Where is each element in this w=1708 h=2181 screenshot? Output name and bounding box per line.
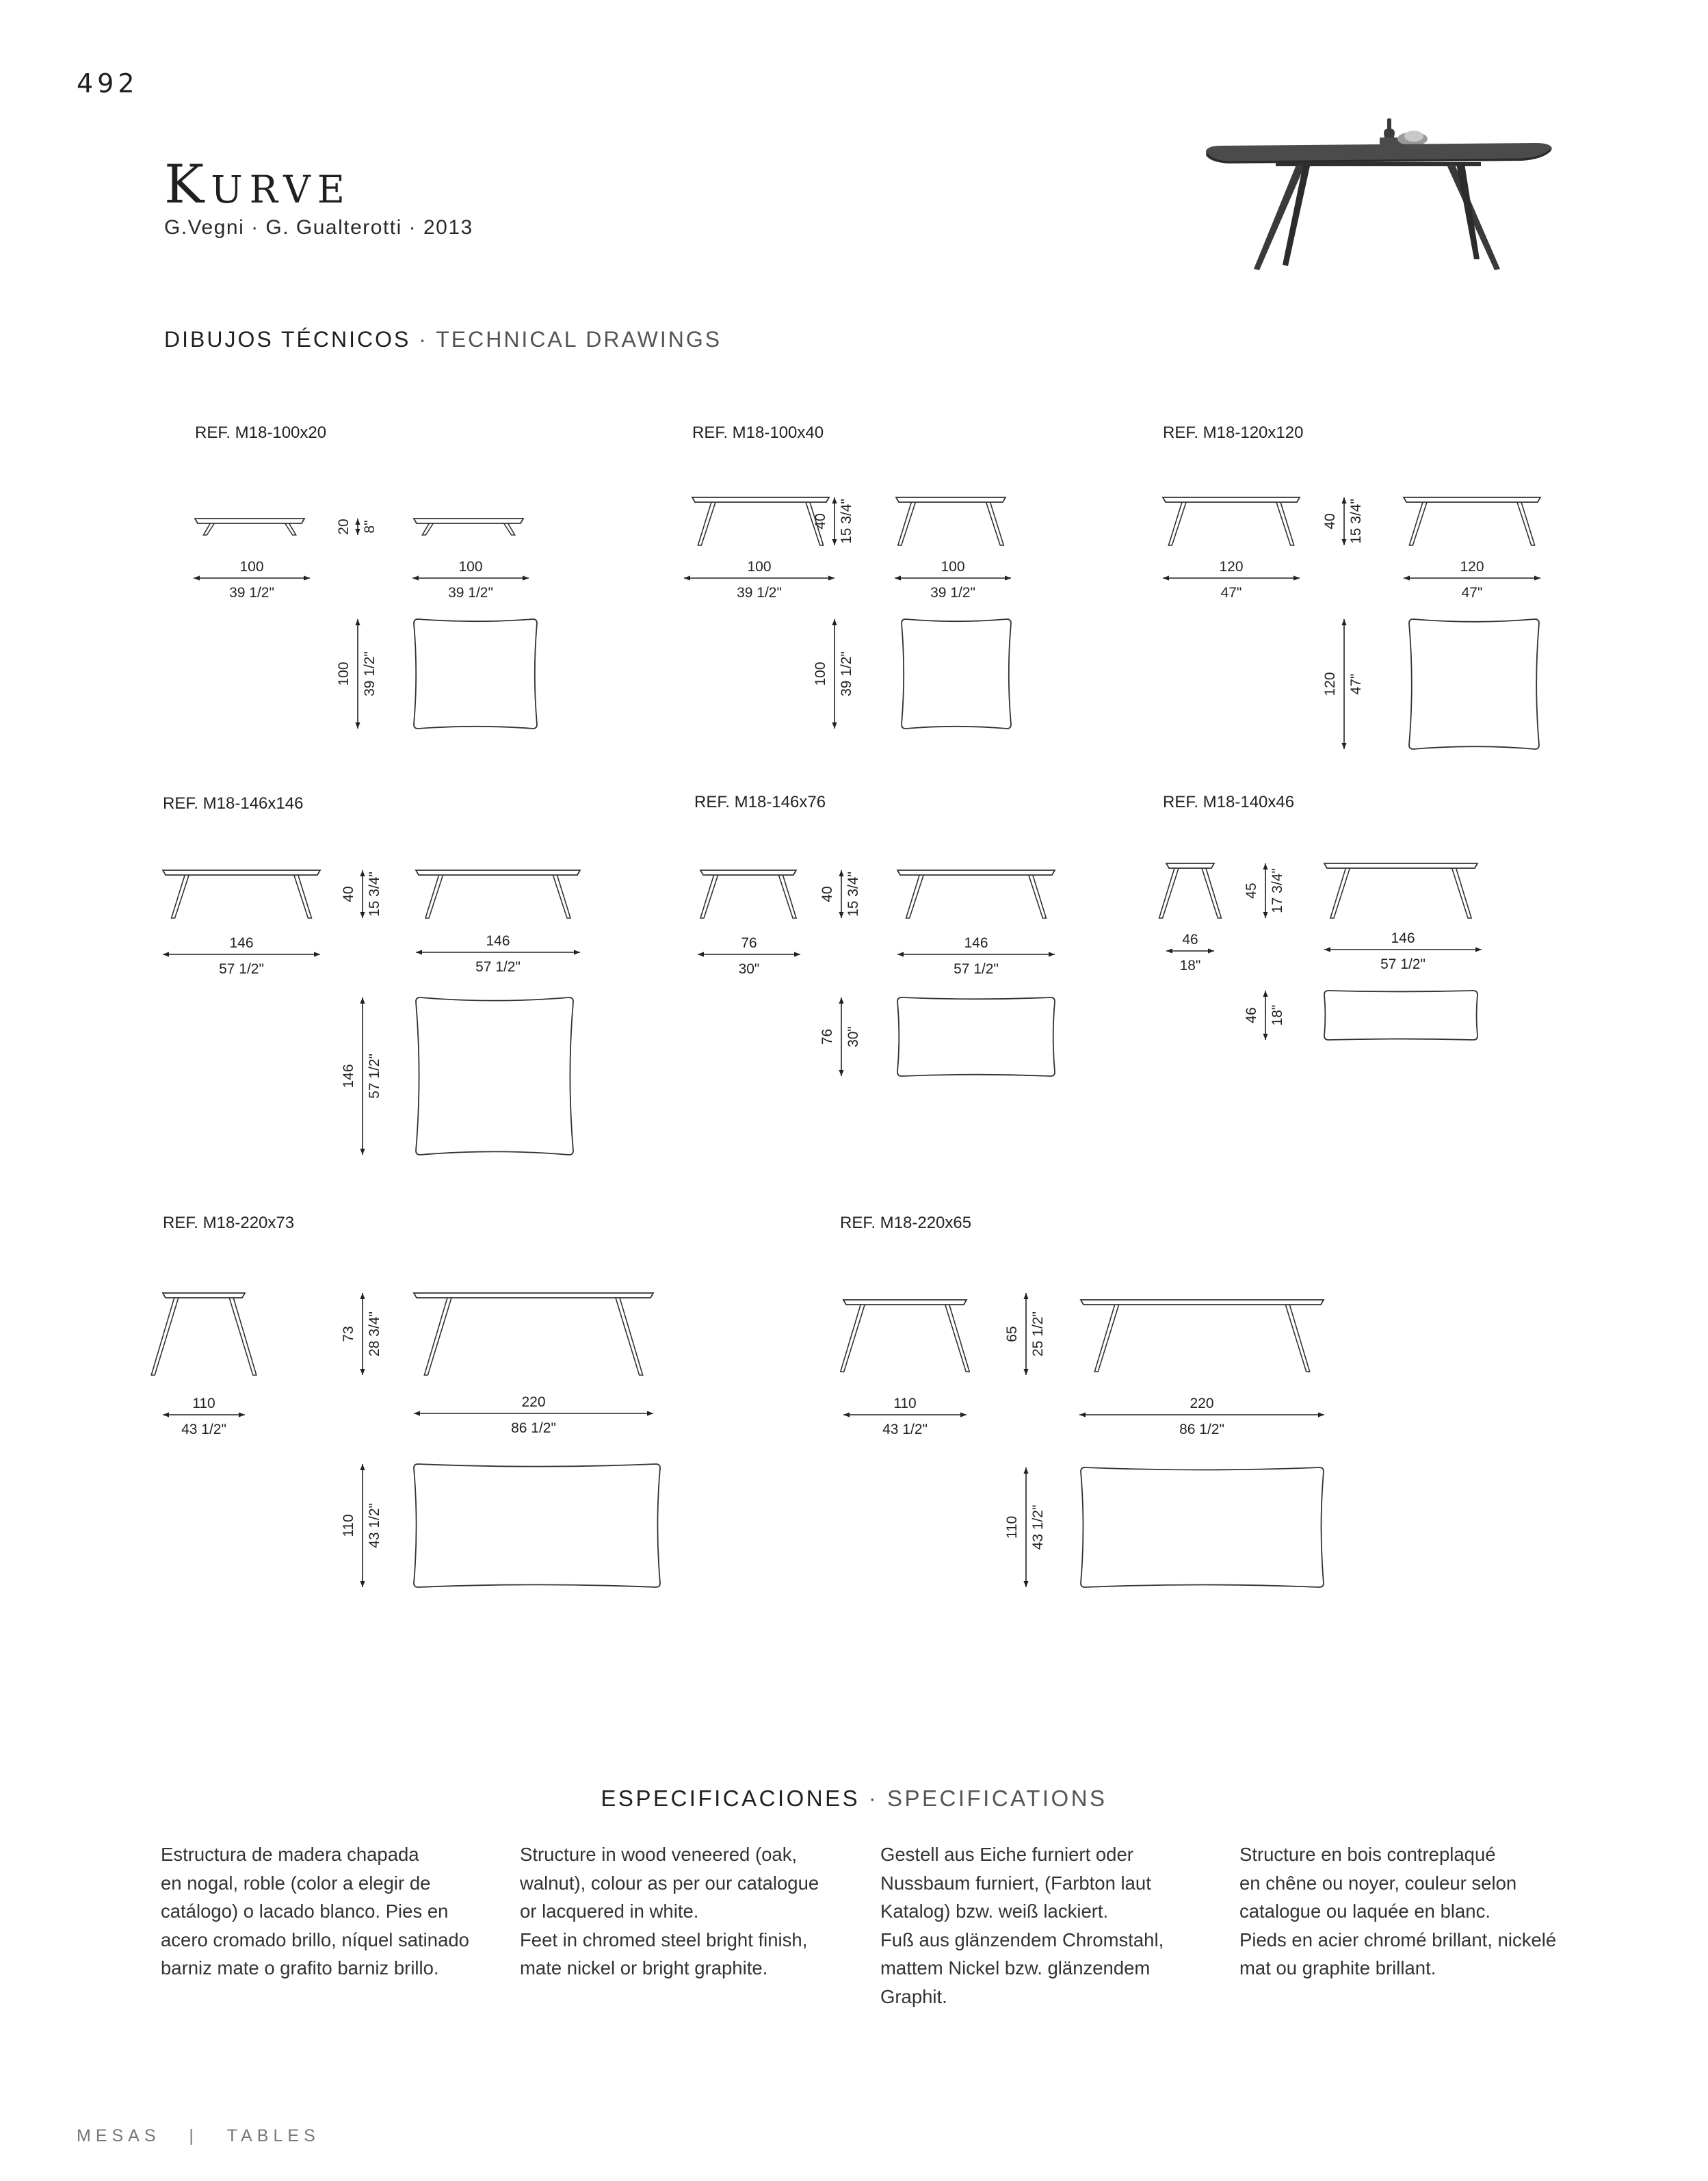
- table-leg-left: [1168, 502, 1186, 545]
- spec-column-french: [1239, 1840, 1568, 1983]
- front-width-in: 39 1/2": [930, 585, 975, 601]
- side-width-cm: 100: [747, 559, 772, 575]
- plan-view: [414, 619, 537, 729]
- depth-cm: 120: [1322, 672, 1338, 696]
- side-width-cm: 76: [741, 935, 757, 951]
- specifications-heading: [0, 1786, 1708, 1812]
- front-width-cm: 100: [941, 559, 965, 575]
- front-elevation: [1081, 1300, 1324, 1372]
- table-leg-right: [1285, 1305, 1309, 1372]
- table-leg-right: [616, 1298, 643, 1375]
- front-width-in: 86 1/2": [1179, 1422, 1224, 1437]
- table-leg-left: [424, 1298, 451, 1375]
- depth-in: 43 1/2": [1030, 1504, 1046, 1550]
- height-in: 28 3/4": [367, 1311, 382, 1357]
- specs-heading-separator: ·: [860, 1786, 887, 1811]
- plan-view: [902, 619, 1011, 729]
- table-leg-left: [700, 875, 718, 918]
- side-width-cm: 100: [239, 559, 264, 575]
- table-leg-left: [203, 523, 214, 535]
- table-top-outline: [896, 497, 1006, 502]
- front-width-cm: 220: [1190, 1396, 1214, 1411]
- spec-line: barniz mate o grafito barniz brillo.: [161, 1957, 439, 1978]
- table-leg-right: [1452, 868, 1471, 918]
- plan-view: [897, 997, 1055, 1076]
- table-leg-left: [151, 1298, 179, 1375]
- table-leg-right: [1029, 875, 1047, 918]
- front-elevation: [896, 497, 1006, 545]
- front-width-in: 39 1/2": [448, 585, 493, 601]
- spec-line: mate nickel or bright graphite.: [520, 1957, 768, 1978]
- front-width-cm: 146: [486, 933, 510, 949]
- drawing-ref-label: REF. M18-220x65: [840, 1214, 972, 1232]
- spec-line: Nussbaum furniert, (Farbton laut: [880, 1872, 1151, 1894]
- side-width-in: 18": [1179, 958, 1201, 974]
- table-leg-left: [698, 502, 715, 545]
- front-width-in: 57 1/2": [954, 961, 999, 977]
- table-leg-right: [504, 523, 515, 535]
- height-cm: 65: [1004, 1326, 1020, 1342]
- table-top-outline: [163, 870, 320, 875]
- height-cm: 40: [819, 886, 835, 902]
- depth-cm: 100: [336, 662, 352, 686]
- page-number: 492: [77, 68, 139, 99]
- table-leg-left: [906, 875, 924, 918]
- table-leg-left: [172, 875, 189, 918]
- heading-english: TECHNICAL DRAWINGS: [436, 327, 722, 352]
- table-leg-right: [778, 875, 796, 918]
- front-elevation: [1324, 863, 1477, 918]
- table-top-outline: [163, 1293, 245, 1298]
- height-in: 25 1/2": [1030, 1311, 1046, 1357]
- depth-in: 39 1/2": [362, 651, 378, 696]
- height-in: 8": [362, 520, 378, 534]
- front-width-in: 86 1/2": [511, 1420, 556, 1436]
- table-top-outline: [700, 870, 796, 875]
- side-width-in: 57 1/2": [219, 961, 264, 977]
- table-top-outline: [1404, 497, 1540, 502]
- table-leg-left: [1409, 502, 1427, 545]
- front-width-cm: 100: [458, 559, 483, 575]
- side-width-in: 43 1/2": [882, 1422, 928, 1437]
- front-elevation: [897, 870, 1055, 918]
- spec-line: en chêne ou noyer, couleur selon: [1239, 1872, 1517, 1894]
- drawing-ref-label: REF. M18-146x76: [694, 793, 826, 811]
- table-leg-right: [294, 875, 312, 918]
- table-leg-left: [1159, 868, 1179, 918]
- table-leg-right: [986, 502, 1004, 545]
- table-leg-left: [425, 875, 443, 918]
- height-cm: 73: [341, 1326, 356, 1342]
- front-width-cm: 146: [1391, 930, 1415, 946]
- spec-column-english: [520, 1840, 848, 1983]
- table-top-outline: [1081, 1300, 1324, 1305]
- spec-line: or lacquered in white.: [520, 1901, 699, 1922]
- depth-in: 57 1/2": [367, 1054, 382, 1099]
- drawing-ref-label: REF. M18-120x120: [1163, 423, 1304, 442]
- spec-line: catalogue ou laquée en blanc.: [1239, 1901, 1490, 1922]
- table-leg-right: [229, 1298, 257, 1375]
- side-elevation: [1159, 863, 1222, 918]
- spec-line: Gestell aus Eiche furniert oder: [880, 1844, 1133, 1865]
- side-width-cm: 110: [192, 1396, 215, 1411]
- depth-in: 30": [845, 1026, 861, 1047]
- height-cm: 40: [341, 886, 356, 902]
- height-in: 17 3/4": [1270, 868, 1285, 913]
- side-width-cm: 146: [229, 935, 254, 951]
- spec-line: acero cromado brillo, níquel satinado: [161, 1929, 469, 1950]
- side-elevation: [692, 497, 829, 545]
- table-leg-right: [285, 523, 296, 535]
- table-top-outline: [897, 870, 1055, 875]
- side-elevation: [841, 1300, 969, 1372]
- side-width-cm: 110: [893, 1396, 917, 1411]
- drawing-ref-label: REF. M18-140x46: [1163, 793, 1295, 811]
- depth-cm: 46: [1244, 1007, 1259, 1023]
- table-top-outline: [1163, 497, 1300, 502]
- front-width-cm: 146: [964, 935, 988, 951]
- spec-line: Feet in chromed steel bright finish,: [520, 1929, 808, 1950]
- front-elevation: [414, 519, 523, 535]
- side-width-in: 30": [738, 961, 760, 977]
- depth-cm: 100: [813, 662, 828, 686]
- table-top-outline: [195, 519, 304, 523]
- table-leg-left: [422, 523, 433, 535]
- front-elevation: [416, 870, 580, 918]
- front-width-cm: 220: [521, 1394, 546, 1410]
- plan-view: [1324, 991, 1477, 1040]
- height-in: 15 3/4": [839, 499, 854, 544]
- product-title: Kurve: [164, 154, 352, 216]
- spec-line: Fuß aus glänzendem Chromstahl,: [880, 1929, 1164, 1950]
- front-elevation: [1404, 497, 1540, 545]
- table-top-outline: [416, 870, 580, 875]
- drawing-ref-label: REF. M18-220x73: [163, 1214, 295, 1232]
- side-width-cm: 120: [1219, 559, 1244, 575]
- height-cm: 40: [813, 513, 828, 530]
- footer-section: [77, 2126, 320, 2146]
- plan-view: [1409, 619, 1539, 749]
- spec-line: Estructura de madera chapada: [161, 1844, 419, 1865]
- height-cm: 40: [1322, 513, 1338, 530]
- side-width-in: 39 1/2": [737, 585, 782, 601]
- drawing-ref-label: REF. M18-146x146: [163, 794, 304, 813]
- specs-heading-spanish: ESPECIFICACIONES: [601, 1786, 860, 1811]
- front-width-in: 47": [1461, 585, 1483, 601]
- spec-column-german: [880, 1840, 1209, 2011]
- spec-line: Katalog) bzw. weiß lackiert.: [880, 1901, 1109, 1922]
- table-leg-right: [1202, 868, 1221, 918]
- spec-line: mattem Nickel bzw. glänzendem: [880, 1957, 1151, 1978]
- spec-line: Structure en bois contreplaqué: [1239, 1844, 1496, 1865]
- depth-cm: 110: [1004, 1515, 1020, 1539]
- plan-view: [416, 997, 573, 1155]
- table-top-outline: [1324, 863, 1477, 868]
- plan-view: [1081, 1467, 1324, 1587]
- table-top-outline: [843, 1300, 967, 1305]
- side-width-in: 43 1/2": [181, 1422, 226, 1437]
- side-width-in: 39 1/2": [229, 585, 274, 601]
- side-elevation: [1163, 497, 1300, 545]
- table-leg-right: [945, 1305, 969, 1372]
- side-elevation: [700, 870, 796, 918]
- side-width-cm: 46: [1182, 932, 1198, 948]
- designers-credit: G.Vegni · G. Gualterotti · 2013: [164, 216, 473, 239]
- heading-separator: ·: [410, 327, 436, 352]
- height-in: 15 3/4": [367, 872, 382, 917]
- side-elevation: [195, 519, 304, 535]
- table-top-outline: [1166, 863, 1214, 868]
- table-leg-right: [1276, 502, 1294, 545]
- depth-cm: 76: [819, 1028, 835, 1045]
- front-width-cm: 120: [1460, 559, 1484, 575]
- drawing-ref-label: REF. M18-100x40: [692, 423, 824, 442]
- table-leg-left: [1094, 1305, 1118, 1372]
- spec-column-spanish: [161, 1840, 489, 1983]
- front-width-in: 57 1/2": [1380, 956, 1425, 972]
- table-leg-left: [1330, 868, 1350, 918]
- specs-heading-english: SPECIFICATIONS: [886, 1786, 1107, 1811]
- depth-in: 47": [1348, 673, 1364, 695]
- footer-divider: |: [189, 2126, 198, 2145]
- side-elevation: [163, 870, 320, 918]
- spec-line: en nogal, roble (color a elegir de: [161, 1872, 431, 1894]
- table-top-outline: [414, 1293, 653, 1298]
- footer-english: TABLES: [226, 2126, 320, 2145]
- depth-cm: 110: [341, 1514, 356, 1537]
- depth-cm: 146: [341, 1064, 356, 1088]
- drawing-ref-label: REF. M18-100x20: [195, 423, 327, 442]
- side-elevation: [151, 1293, 257, 1375]
- heading-spanish: DIBUJOS TÉCNICOS: [164, 327, 411, 352]
- height-cm: 20: [336, 519, 352, 535]
- spec-line: catálogo) o lacado blanco. Pies en: [161, 1901, 449, 1922]
- table-leg-right: [553, 875, 570, 918]
- depth-in: 18": [1270, 1004, 1285, 1026]
- table-leg-left: [841, 1305, 865, 1372]
- depth-in: 39 1/2": [839, 651, 854, 696]
- spec-line: Structure in wood veneered (oak,: [520, 1844, 798, 1865]
- height-in: 15 3/4": [845, 872, 861, 917]
- front-elevation: [414, 1293, 653, 1375]
- table-top-outline: [414, 519, 523, 523]
- footer-spanish: MESAS: [77, 2126, 161, 2145]
- spec-line: mat ou graphite brillant.: [1239, 1957, 1436, 1978]
- side-width-in: 47": [1220, 585, 1242, 601]
- table-leg-right: [1517, 502, 1535, 545]
- spec-line: Pieds en acier chromé brillant, nickelé: [1239, 1929, 1557, 1950]
- height-cm: 45: [1244, 883, 1259, 899]
- height-in: 15 3/4": [1348, 499, 1364, 544]
- spec-line: walnut), colour as per our catalogue: [520, 1872, 819, 1894]
- table-leg-left: [898, 502, 916, 545]
- plan-view: [414, 1464, 660, 1587]
- front-width-in: 57 1/2": [475, 959, 521, 975]
- spec-line: Graphit.: [880, 1985, 947, 2007]
- table-top-outline: [692, 497, 829, 502]
- depth-in: 43 1/2": [367, 1503, 382, 1548]
